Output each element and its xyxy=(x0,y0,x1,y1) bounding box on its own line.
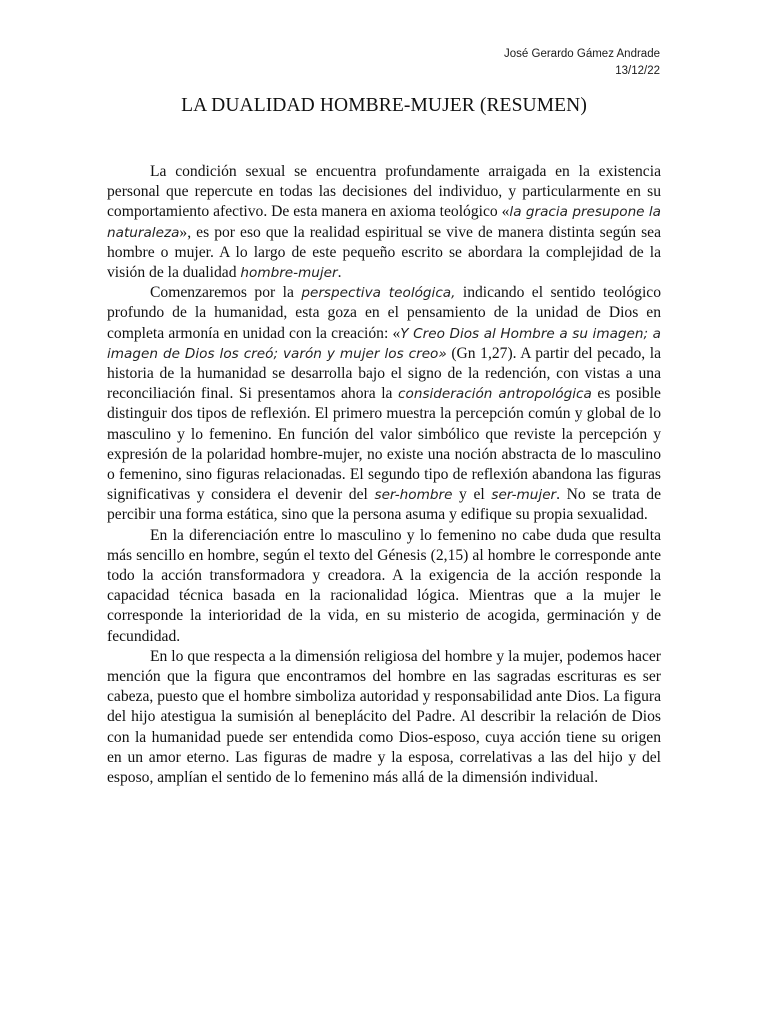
paragraph-1-text-1: La condición sexual se encuentra profundamente arraigada en la existencia personal que repercute en todas las decisiones del individuo, y particularmente en su comportamiento afectivo. De esta manera en axioma teológico « xyxy=(107,163,661,221)
paragraph-3: En la diferenciación entre lo masculino y lo femenino no cabe duda que resulta más sencillo en hombre, según el texto del Génesis (2,15) al hombre le corresponde ante todo la acción transformadora y creadora. A la exigencia de la acción responde la capacidad técnica basada en la racionalidad lógica. Mientras que a la mujer le corresponde la interioridad de la vida, en su misterio de acogida, germinación y de fecundidad. xyxy=(107,526,661,645)
paragraph-2-emphasis-4: ser-mujer xyxy=(491,487,557,504)
paragraph-2 xyxy=(107,283,661,525)
paragraph-2-text-3: (Gn 1,27). A partir del pecado, la historia de la humanidad se desarrolla bajo el signo de la redención, con vistas a una reconciliación final. Si presentamos ahora la xyxy=(107,344,661,403)
paragraph-2-text-2: indicando el sentido teológico profundo de la humanidad, esta goza en el pensamiento de la unidad de Dios en completa armonía en unidad con la creación: « xyxy=(107,284,661,342)
paragraph-2-text-4: es posible distinguir dos tipos de reflexión. El primero muestra la percepción común y global de lo masculino y lo femenino. En función del valor simbólico que reviste la percepción y expresión de la polaridad hombre-mujer, no existe una noción abstracta de lo masculino o femenino, sino figuras relacionadas. El segundo tipo de reflexión abandona las figuras significativas y considera el devenir del xyxy=(107,385,661,504)
paragraph-2-emphasis-2: consideración antropológica xyxy=(398,386,592,403)
paragraph-1-quote: la gracia presupone la naturaleza xyxy=(107,204,661,241)
paragraph-1-text-3: . xyxy=(337,264,342,282)
paragraph-1-emphasis: hombre-mujer xyxy=(240,265,338,282)
document-title: LA DUALIDAD HOMBRE-MUJER (RESUMEN) xyxy=(181,95,587,116)
paragraph-4: En lo que respecta a la dimensión religiosa del hombre y la mujer, podemos hacer mención que la figura que encontramos del hombre en las sagradas escrituras es ser cabeza, puesto que el hombre simboliza autoridad y responsabilidad ante Dios. La figura del hijo atestigua la sumisión al beneplácito del Padre. Al describir la relación de Dios con la humanidad puede ser entendida como Dios-esposo, cuya acción tiene su origen en un amor eterno. Las figuras de madre y la esposa, correlativas a las del hijo y del esposo, amplían el sentido de lo femenino más allá de la dimensión individual. xyxy=(107,647,661,787)
document-date: 13/12/22 xyxy=(615,65,660,77)
paragraph-2-emphasis-3: ser-hombre xyxy=(374,487,453,504)
paragraph-2-text-1: Comenzaremos por la xyxy=(150,284,302,302)
paragraph-1 xyxy=(107,162,661,283)
paragraph-2-quote: Y Creo Dios al Hombre a su imagen; a imagen de Dios los creó; varón y mujer los creo» xyxy=(107,325,661,362)
paragraph-2-text-6: . No se trata de percibir una forma estática, sino que la persona asuma y edifique su propia sexualidad. xyxy=(107,486,661,524)
author-name: José Gerardo Gámez Andrade xyxy=(504,48,660,60)
document-body xyxy=(107,162,661,788)
document-header xyxy=(504,46,660,80)
paragraph-1-text-2: », es por eso que la realidad espiritual se vive de manera distinta según sea hombre o mujer. A lo largo de este pequeño escrito se abordara la complejidad de la visión de la dualidad xyxy=(107,223,661,282)
paragraph-2-emphasis-1: perspectiva teológica, xyxy=(301,285,456,302)
paragraph-2-text-5: y el xyxy=(452,486,492,504)
